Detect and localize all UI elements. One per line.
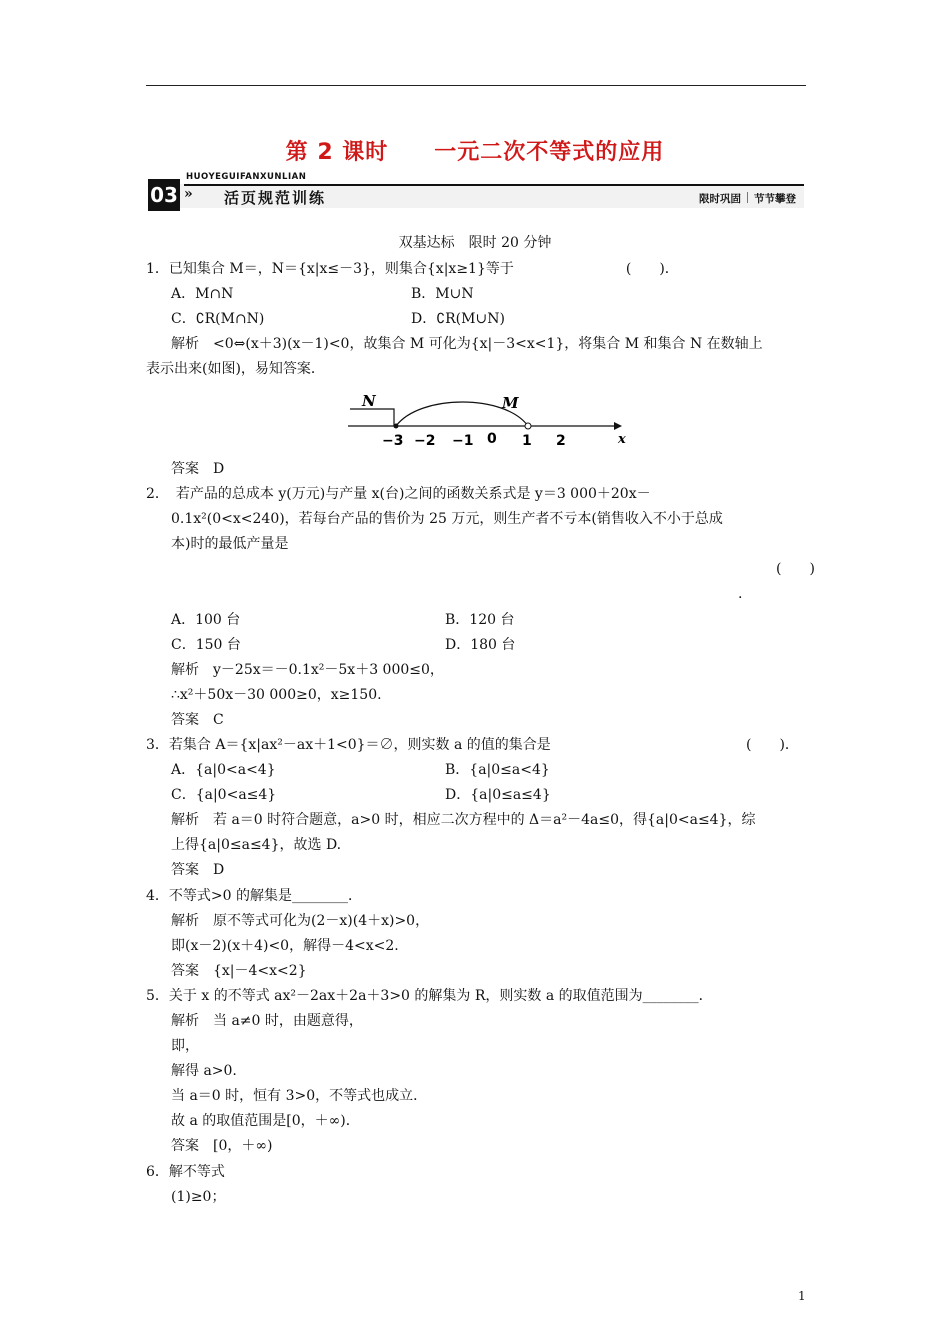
tick-label: 0: [487, 431, 497, 447]
answer-blank: ( ): [776, 561, 815, 577]
option-a: A．{a|0<a<4}: [171, 762, 276, 778]
question-text: 本)时的最低产量是: [171, 536, 289, 552]
tick-label: −3: [382, 433, 404, 449]
question-3: 3．若集合 A＝{x|ax²－ax＋1<0}＝∅，则实数 a 的值的集合是: [146, 737, 551, 753]
banner-separator: [747, 192, 748, 203]
option-d: D．180 台: [445, 637, 516, 653]
stray-period: .: [738, 586, 743, 602]
banner-right-right: 节节攀登: [754, 193, 796, 205]
analysis-line: 即，: [171, 1038, 199, 1054]
axis-arrow-icon: [614, 422, 622, 430]
option-d: D．{a|0≤a≤4}: [445, 787, 551, 803]
page-title: 第 2 课时 一元二次不等式的应用: [285, 140, 665, 165]
analysis-line: 当 a＝0 时，恒有 3>0，不等式也成立．: [171, 1088, 428, 1104]
tick-label: −2: [414, 433, 436, 449]
option-c: C．150 台: [171, 637, 241, 653]
answer-line: 答案 D: [171, 461, 225, 477]
option-c: C．∁R(M∩N): [171, 311, 265, 327]
label-m: M: [502, 394, 519, 412]
closed-point: [394, 424, 399, 429]
answer-blank: ( )．: [746, 737, 799, 753]
banner-right-left: 限时巩固: [699, 193, 741, 205]
question-5: 5．关于 x 的不等式 ax²－2ax＋2a＋3>0 的解集为 R，则实数 a 的取值范围为________．: [146, 988, 713, 1004]
question-6: 6．解不等式: [146, 1164, 225, 1180]
section-subtitle: 双基达标 限时 20 分钟: [398, 235, 552, 251]
analysis-line: 上得{a|0≤a≤4}，故选 D.: [171, 837, 342, 853]
question-text: 0.1x²(0<x<240)，若每台产品的售价为 25 万元，则生产者不亏本(销售收入不小于总成: [171, 511, 723, 527]
option-b: B．M∪N: [411, 286, 474, 302]
option-b: B．{a|0≤a<4}: [445, 762, 550, 778]
analysis-line: 解析 y－25x＝－0.1x²－5x＋3 000≤0，: [171, 662, 444, 678]
analysis-line: 解析 <0⇔(x＋3)(x－1)<0，故集合 M 可化为{x|－3<x<1}，将集合 M 和集合 N 在数轴上: [171, 336, 763, 352]
section-number: 03: [148, 179, 180, 211]
option-b: B．120 台: [445, 612, 515, 628]
section-banner: [148, 172, 804, 210]
analysis-line: 表示出来(如图)，易知答案．: [146, 361, 325, 377]
analysis-line: 解得 a>0.: [171, 1063, 237, 1079]
analysis-line: 解析 原不等式可化为(2－x)(4＋x)>0，: [171, 913, 430, 929]
question-4: 4．不等式>0 的解集是________．: [146, 888, 362, 904]
banner-right: [699, 191, 796, 206]
answer-line: 答案 {x|－4<x<2}: [171, 963, 307, 979]
question-2: 2． 若产品的总成本 y(万元)与产量 x(台)之间的函数关系式是 y＝3 000＋20x－: [146, 486, 651, 502]
set-n-bracket: [350, 409, 394, 426]
analysis-line: 即(x－2)(x＋4)<0，解得－4<x<2.: [171, 938, 399, 954]
answer-line: 答案 C: [171, 712, 224, 728]
chevron-icon: »: [184, 186, 193, 202]
banner-label: 活页规范训练: [224, 189, 327, 207]
analysis-line: 解析 当 a≠0 时，由题意得，: [171, 1013, 363, 1029]
banner-pinyin: HUOYEGUIFANXUNLIAN: [186, 172, 307, 182]
page-number: 1: [798, 1289, 806, 1303]
analysis-line: 故 a 的取值范围是[0，＋∞)．: [171, 1113, 360, 1129]
analysis-line: 解析 若 a＝0 时符合题意，a>0 时，相应二次方程中的 Δ＝a²－4a≤0，得{a|0<a≤4}，综: [171, 812, 756, 828]
answer-line: 答案 [0，＋∞): [171, 1138, 273, 1154]
analysis-line: ∴x²＋50x－30 000≥0，x≥150.: [171, 687, 382, 703]
tick-label: 2: [556, 433, 566, 449]
option-c: C．{a|0<a≤4}: [171, 787, 277, 803]
tick-label: −1: [452, 433, 474, 449]
label-n: N: [362, 392, 376, 410]
option-a: A．100 台: [171, 612, 241, 628]
question-text: (1)≥0；: [171, 1189, 226, 1205]
option-d: D．∁R(M∪N): [411, 311, 505, 327]
question-1: 1．已知集合 M＝，N＝{x|x≤－3}，则集合{x|x≥1}等于 ( )．: [146, 261, 679, 277]
axis-label: x: [618, 432, 626, 447]
option-a: A．M∩N: [171, 286, 234, 302]
top-rule: [146, 85, 806, 86]
banner-rule: [184, 184, 804, 186]
open-point: [525, 423, 531, 429]
tick-label: 1: [522, 433, 532, 449]
number-line-figure: [340, 392, 640, 452]
answer-line: 答案 D: [171, 862, 225, 878]
